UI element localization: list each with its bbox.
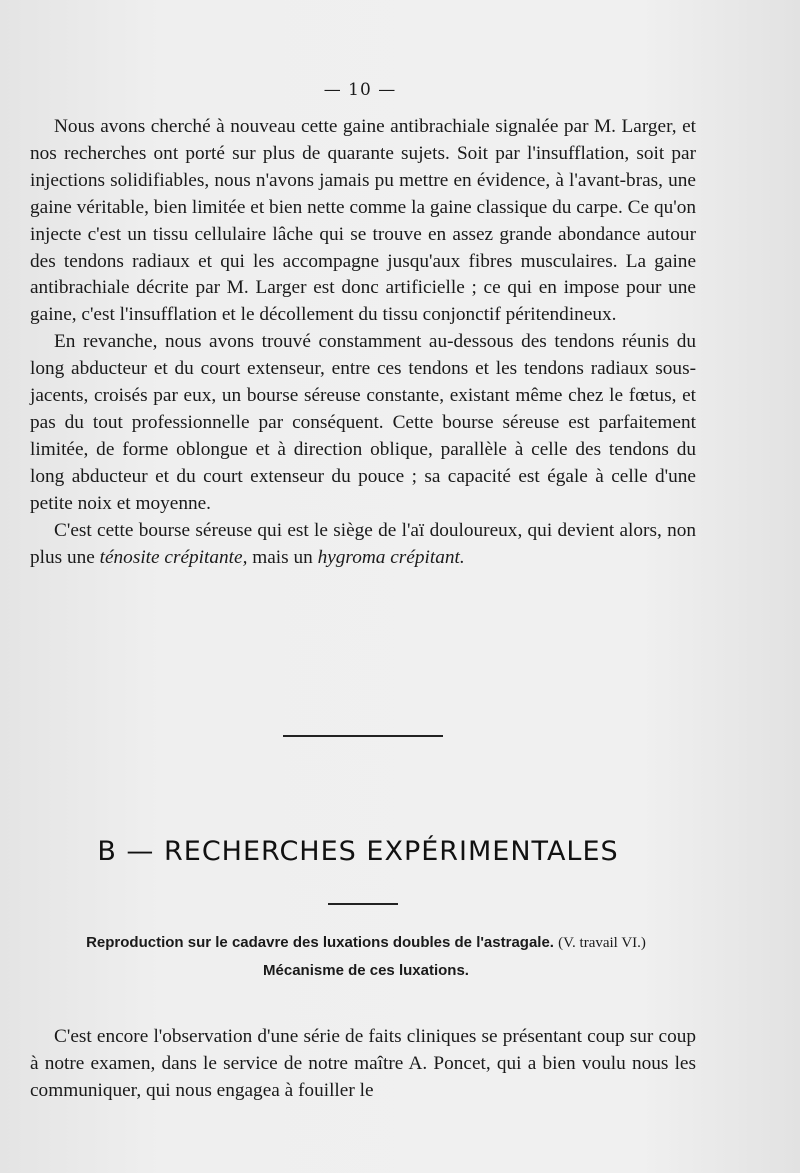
body-text-bottom bbox=[30, 1024, 696, 1105]
divider-rule bbox=[283, 735, 443, 737]
subheading-line-2: Mécanisme de ces luxations. bbox=[263, 962, 469, 979]
paragraph: Nous avons cherché à nouveau cette gaine antibrachiale signalée par M. Larger, et nos recherches ont porté sur plus de quarante sujets. Soit par l'insufflation, soit par injections solidifiables, nous n'avons jamais pu mettre en évidence, à l'avant-bras, une gaine véritable, bien limitée et bien nette comme la gaine classique du carpe. Ce qu'on injecte c'est un tissu cellulaire lâche qui se trouve en assez grande abondance autour des tendons radiaux et qui les accompagne jusqu'aux fibres musculaires. La gaine antibrachiale décrite par M. Larger est donc artificielle ; ce qui en impose pour une gaine, c'est l'insufflation et le décollement du tissu conjonctif péritendineux. bbox=[30, 116, 696, 326]
section-heading: B — RECHERCHES EXPÉRIMENTALES bbox=[97, 836, 619, 867]
body-text-top bbox=[30, 114, 696, 571]
paragraph bbox=[30, 518, 696, 572]
paragraph: C'est encore l'observation d'une série de faits cliniques se présentant coup sur coup à notre examen, dans le service de notre maître A. Poncet, qui a bien voulu nous les communiquer, qui nous engagea à fouiller le bbox=[30, 1026, 696, 1101]
paragraph-text: C'est cette bourse séreuse qui est le siège de l'aï douloureux, qui devient alors, non plus une bbox=[30, 519, 696, 568]
subheading bbox=[28, 934, 704, 952]
page-number: — 10 — bbox=[323, 80, 397, 100]
italic-term: ténosite crépitante, bbox=[99, 546, 248, 568]
paragraph: En revanche, nous avons trouvé constamment au-dessous des tendons réunis du long abducteur et du court extenseur, entre ces tendons et les tendons radiaux sous-jacents, croisés par eux, un bourse séreuse constante, existant même chez le fœtus, et pas du tout professionnelle par conséquent. Cette bourse séreuse est parfaitement limitée, de forme oblongue et à direction oblique, parallèle à celle des tendons du long abducteur et du court extenseur du pouce ; sa capacité est égale à celle d'une petite noix et moyenne. bbox=[30, 331, 696, 514]
subheading-reference: (V. travail VI.) bbox=[558, 935, 646, 951]
divider-rule bbox=[328, 903, 398, 905]
italic-term: hygroma crépitant. bbox=[317, 546, 465, 568]
paragraph-text: mais un bbox=[247, 546, 318, 568]
subheading-title: Reproduction sur le cadavre des luxations doubles de l'astragale. bbox=[86, 934, 554, 951]
